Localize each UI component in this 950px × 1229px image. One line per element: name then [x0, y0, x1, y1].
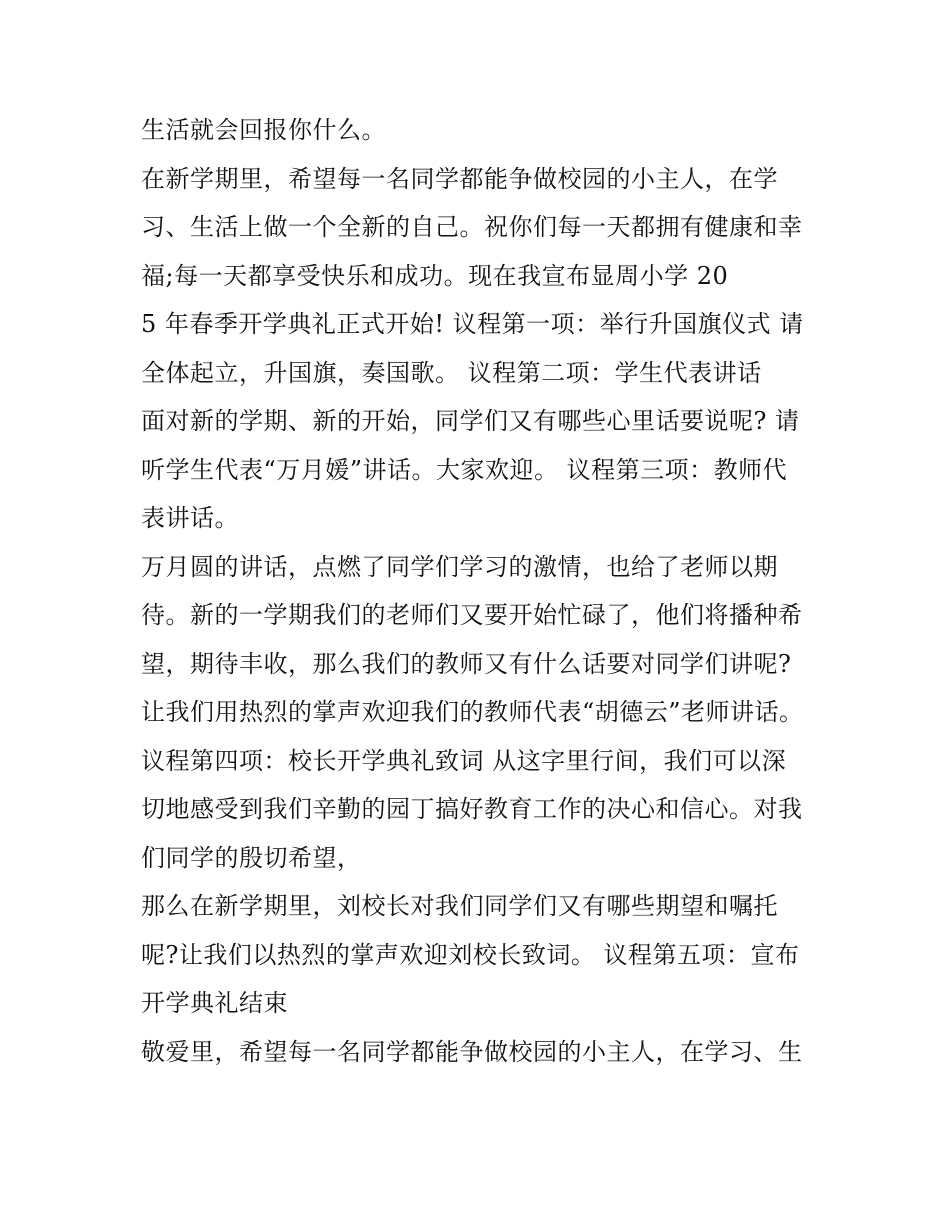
text-line: 5 年春季开学典礼正式开始! 议程第一项：举行升国旗仪式 请 — [141, 310, 804, 338]
text-line: 开学典礼结束 — [141, 989, 288, 1017]
text-line: 让我们用热烈的掌声欢迎我们的教师代表“胡德云”老师讲话。 — [141, 698, 804, 726]
text-line: 们同学的殷切希望， — [141, 843, 362, 872]
text-line: 生活就会回报你什么。 — [141, 116, 386, 144]
text-line: 切地感受到我们辛勤的园丁搞好教育工作的决心和信心。对我 — [141, 795, 803, 823]
text-line: 表讲话。 — [141, 504, 239, 532]
text-line: 望，期待丰收，那么我们的教师又有什么话要对同学们讲呢? — [141, 649, 792, 678]
text-line: 全体起立，升国旗，奏国歌。 议程第二项：学生代表讲话 — [141, 358, 762, 387]
text-line: 习、生活上做一个全新的自己。祝你们每一天都拥有健康和幸 — [141, 213, 803, 241]
text-line: 那么在新学期里，刘校长对我们同学们又有哪些期望和嘱托 — [141, 892, 778, 920]
text-line: 敬爱里，希望每一名同学都能争做校园的小主人，在学习、生 — [141, 1037, 803, 1066]
text-line: 待。新的一学期我们的老师们又要开始忙碌了，他们将播种希 — [141, 601, 803, 629]
text-line: 福;每一天都享受快乐和成功。现在我宣布显周小学 20 — [141, 261, 729, 290]
text-line: 在新学期里，希望每一名同学都能争做校园的小主人，在学 — [141, 164, 778, 193]
text-line: 听学生代表“万月媛”讲话。大家欢迎。 议程第三项：教师代 — [141, 455, 788, 484]
document-body — [141, 106, 821, 1076]
text-line: 面对新的学期、新的开始，同学们又有哪些心里话要说呢? 请 — [141, 407, 800, 435]
text-line: 呢?让我们以热烈的掌声欢迎刘校长致词。 议程第五项：宣布 — [141, 940, 800, 969]
text-line: 议程第四项：校长开学典礼致词 从这字里行间，我们可以深 — [141, 746, 787, 775]
text-line: 万月圆的讲话，点燃了同学们学习的激情，也给了老师以期 — [141, 552, 778, 581]
